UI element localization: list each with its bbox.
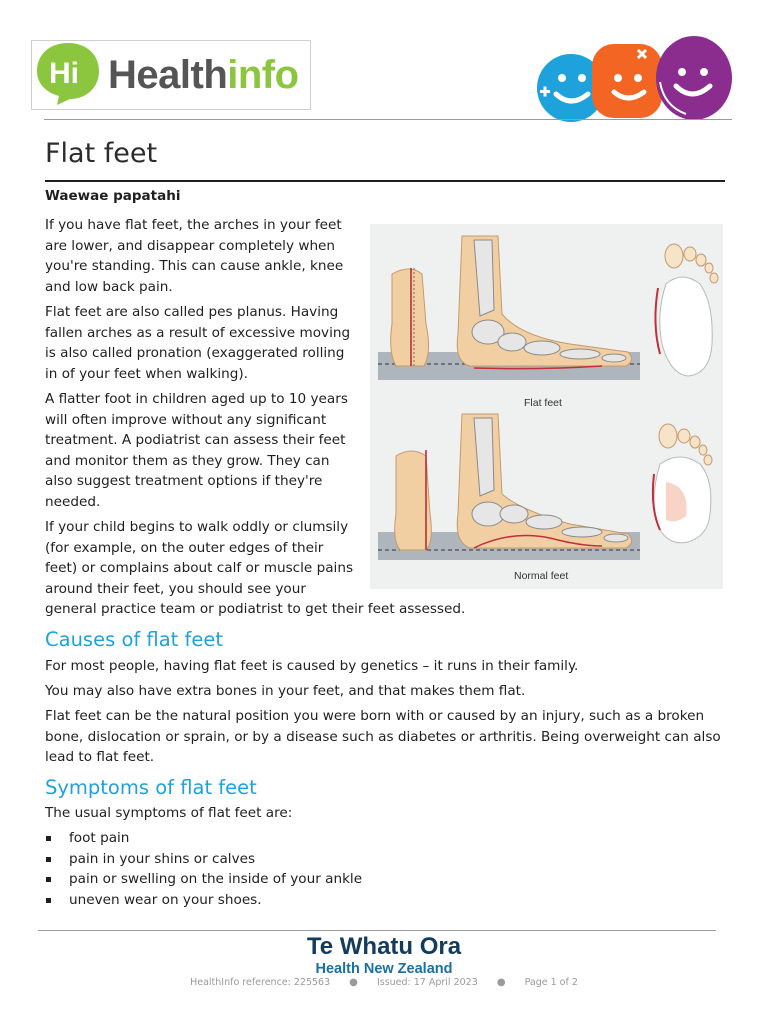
causes-paragraph-3: Flat feet can be the natural position you were born with or caused by an injury, such as a broken bone, dislocation or sprain, or by a disease such as diabetes or arthritis. Being overweight can also lead to flat feet. [45,708,721,766]
page-header [0,0,768,122]
maori-subtitle: Waewae papatahi [45,188,181,204]
issued-date: Issued: 17 April 2023 [376,977,478,988]
logo-hi-text: Hi [49,57,79,90]
page-title: Flat feet [45,138,158,169]
reference-text: HealthInfo reference: 225563 [190,977,331,988]
list-item: pain or swelling on the inside of your ankle [45,869,362,890]
intro-p4-line: If your child begins to walk oddly or clumsily [45,519,349,535]
normal-feet-label: Normal feet [514,570,569,582]
hi-speech-bubble-icon [35,41,101,105]
list-item: foot pain [45,828,362,849]
logo-info-text: info [227,53,299,97]
page-number: Page 1 of 2 [524,977,578,988]
flat-feet-label: Flat feet [524,397,562,409]
causes-paragraph-2: You may also have extra bones in your feet, and that makes them flat. [45,683,526,699]
foot-comparison-illustration [370,224,723,589]
symptoms-heading: Symptoms of flat feet [45,776,257,799]
bullet-square-icon [46,898,51,903]
bullet-square-icon [46,836,51,841]
logo-health-text: Health [108,53,228,97]
symptoms-intro: The usual symptoms of flat feet are: [45,805,293,821]
intro-p4-line: general practice team or podiatrist to get their feet assessed. [45,601,466,618]
intro-paragraph-4 [45,517,466,620]
separator-dot-icon: ● [496,977,506,988]
logo-wordmark [108,51,299,99]
intro-paragraph-3: A flatter foot in children aged up to 10 years will often improve without any significant treatment. A podiatrist can assess their feet and monitor them as they grow. They can also suggest treatment options if they're needed. [45,391,348,510]
org-name: Te Whatu Ora [306,933,462,960]
separator-dot-icon: ● [349,977,358,988]
intro-paragraph-2: Flat feet are also called pes planus. Having fallen arches as a result of excessive moving is also called pronation (exaggerated rolling in of your feet when walking). [45,304,351,382]
list-item: uneven wear on your shoes. [45,890,362,911]
healthinfo-logo [31,40,311,110]
symptoms-list [45,828,362,910]
feet-diagram [370,224,723,589]
smiley-faces-icon [534,36,734,122]
intro-p4-line: (for example, on the outer edges of their [45,539,324,556]
list-item: pain in your shins or calves [45,849,362,870]
title-divider [45,180,725,182]
causes-heading: Causes of flat feet [45,628,224,651]
intro-paragraph-1: If you have flat feet, the arches in your feet are lower, and disappear completely when you're standing. This can cause ankle, knee and low back pain. [45,217,344,295]
header-divider [44,119,732,120]
causes-paragraph-1: For most people, having flat feet is caused by genetics – it runs in their family. [45,658,579,674]
bullet-square-icon [46,877,51,882]
org-subtitle: Health New Zealand [315,961,453,977]
intro-p4-line: feet) or complains about calf or muscle pains [45,560,354,577]
bullet-square-icon [46,857,51,862]
footer-divider [38,930,716,931]
intro-p4-line: around their feet, you should see your [45,580,306,597]
footer-meta [0,977,768,988]
